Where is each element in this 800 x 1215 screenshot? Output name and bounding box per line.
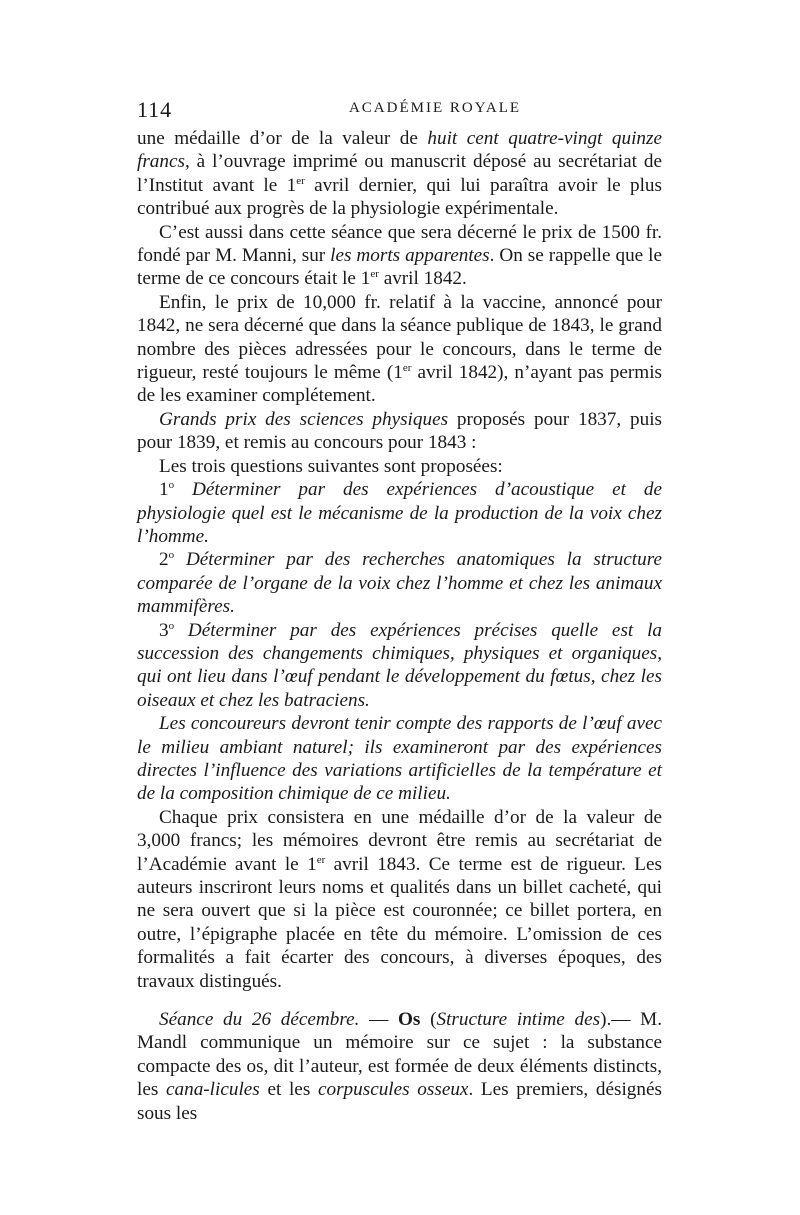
question-2: 2$^o$ Déterminer par des recherches anatomiques la structure comparée de l’organe de la voix chez l’homme et chez les animaux mammifères. bbox=[137, 549, 662, 618]
body-text bbox=[137, 127, 662, 1125]
page-number: 114 bbox=[137, 97, 173, 122]
paragraph-competitors-note: Les concoureurs devront tenir compte des rapports de l’œuf avec le milieu ambiant naturel; ils examineront par des expériences directes l’influence des variations artificielles de la température et de la composition chimique de ce milieu. bbox=[137, 713, 662, 805]
paragraph-medal: une médaille d’or de la valeur de huit cent quatre-vingt quinze francs, à l’ouvrage imprimé ou manuscrit déposé au secrétariat de l’Institut avant le 1er avril dernier, qui lui paraîtra avoir le plus contribué aux progrès de la physiologie expérimentale. bbox=[137, 128, 662, 220]
paragraph-prize-terms: Chaque prix consistera en une médaille d’or de la valeur de 3,000 francs; les mémoires devront être remis au secrétariat de l’Académie avant le 1er avril 1843. Ce terme est de rigueur. Les auteurs inscriront leurs noms et qualités dans un billet cacheté, qui ne sera ouvert que si la pièce est couronnée; ce billet portera, en outre, l’épigraphe placée en tête du mémoire. L’omission de ces formalités a fait écarter des concours, à diverses époques, des travaux distingués. bbox=[137, 806, 663, 992]
paragraph-manni-prize: C’est aussi dans cette séance que sera décerné le prix de 1500 fr. fondé par M. Manni, sur les morts apparentes. On se rappelle que le terme de ce concours était le 1er avril 1842. bbox=[137, 221, 662, 290]
paragraph-seance-26-dec: Séance du 26 décembre. — Os (Structure intime des).— M. Mandl communique un mémoire sur ce sujet : la substance compacte des os, dit l’auteur, est formée de deux éléments distincts, les cana-licules et les corpuscules osseux. Les premiers, désignés sous les bbox=[137, 1009, 663, 1124]
paragraph-questions-intro: Les trois questions suivantes sont proposées: bbox=[159, 455, 503, 477]
paragraph-vaccine-prize: Enfin, le prix de 10,000 fr. relatif à la vaccine, annoncé pour 1842, ne sera décerné que dans la séance publique de 1843, le grand nombre des pièces adressées pour le concours, dans le terme de rigueur, resté toujours le même (1er avril 1842), n’ayant pas permis de les examiner complétement. bbox=[137, 291, 662, 407]
question-1: 1$^o$ Déterminer par des expériences d’acoustique et de physiologie quel est le mécanisme de la production de la voix chez l’homme. bbox=[137, 479, 662, 547]
running-head: ACADÉMIE ROYALE bbox=[348, 100, 522, 116]
section-gap bbox=[137, 993, 662, 1008]
question-3: 3$^o$ Déterminer par des expériences précises quelle est la succession des changements chimiques, physiques et organiques, qui ont lieu dans l’œuf pendant le développement du fœtus, chez les oiseaux et chez les batraciens. bbox=[137, 619, 662, 711]
paragraph-grand-prizes: Grands prix des sciences physiques proposés pour 1837, puis pour 1839, et remis au concours pour 1843 : bbox=[137, 408, 663, 454]
